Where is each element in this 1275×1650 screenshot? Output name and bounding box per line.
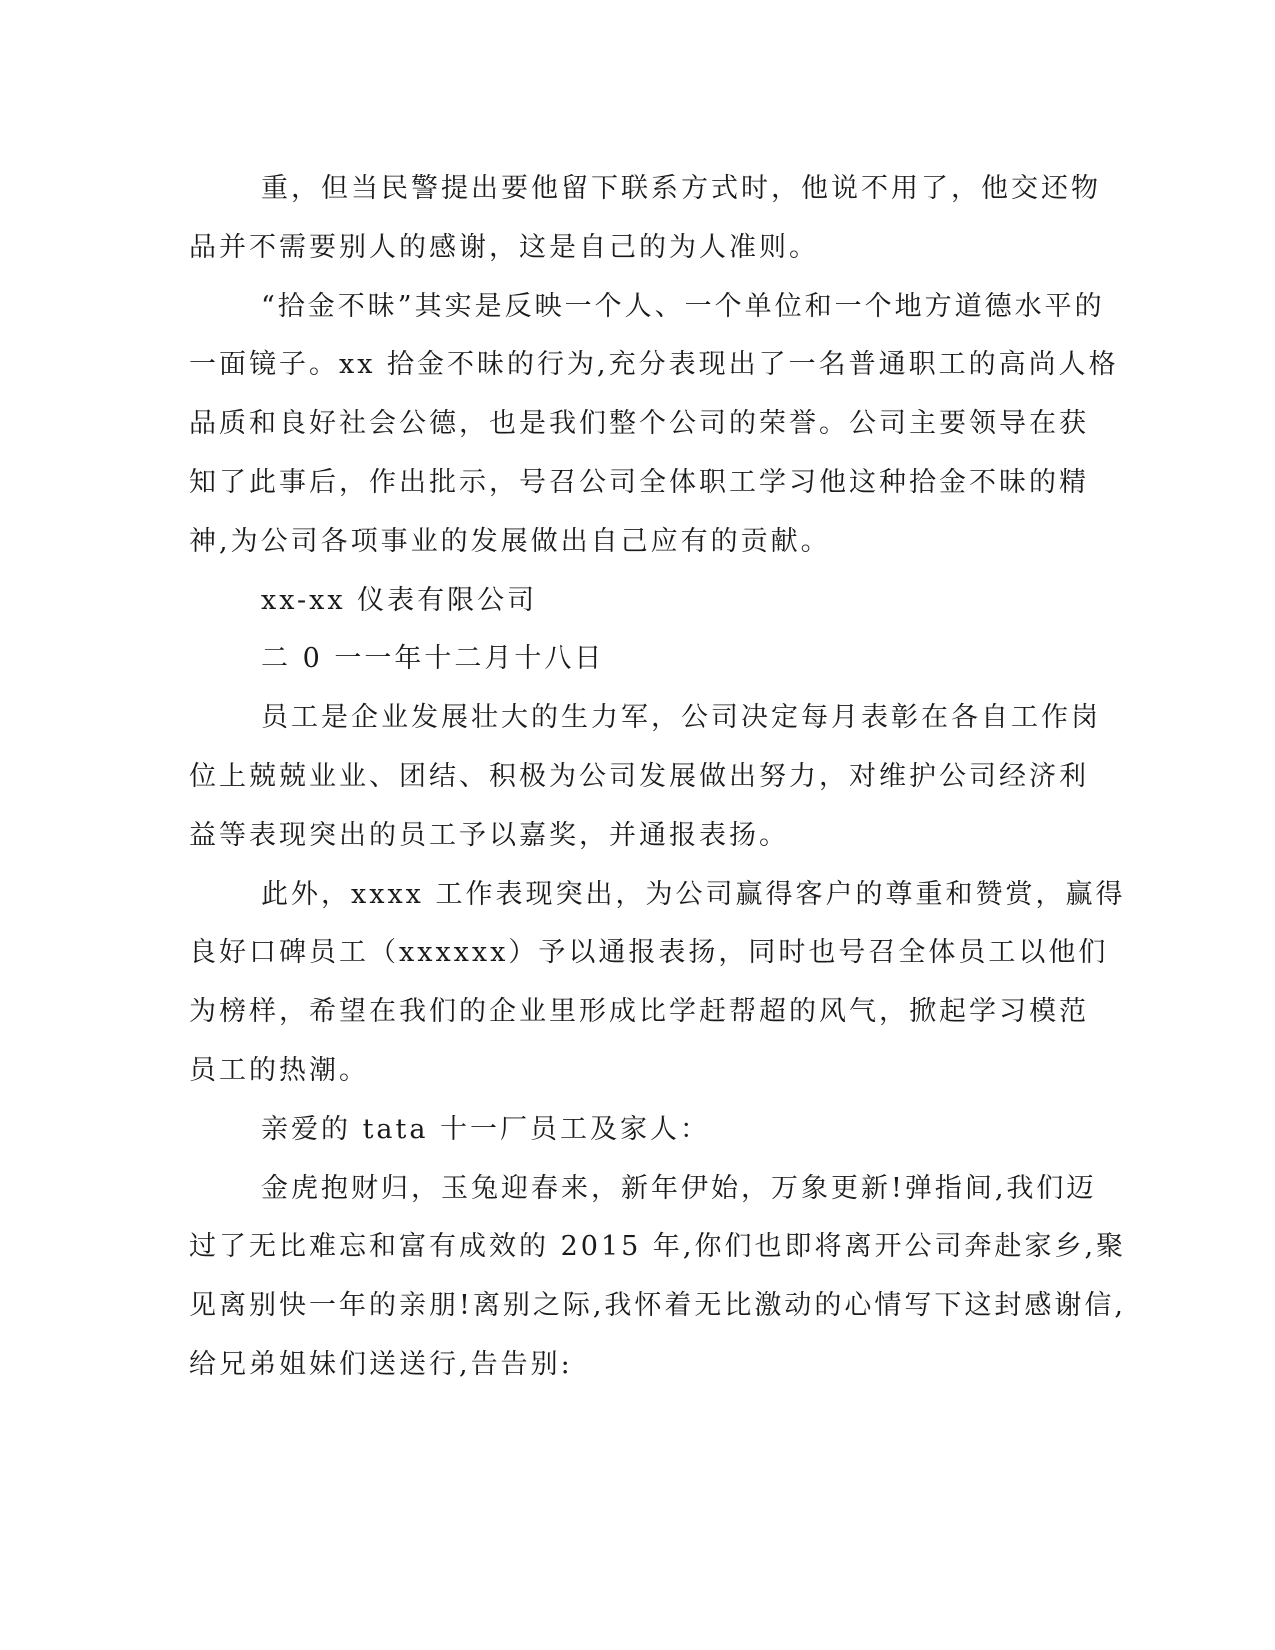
text-line: 良好口碑员工（xxxxxx）予以通报表扬，同时也号召全体员工以他们 [189, 937, 1109, 969]
text-line: 给兄弟姐妹们送送行,告告别: [189, 1348, 573, 1380]
text-line: 一面镜子。xx 拾金不昧的行为,充分表现出了一名普通职工的高尚人格 [189, 349, 1119, 381]
text-line: 重，但当民警提出要他留下联系方式时，他说不用了，他交还物 [261, 173, 1101, 204]
letter-salutation: 亲爱的 tata 十一厂员工及家人： [261, 1113, 711, 1145]
document-date: 二 0 一一年十二月十八日 [261, 643, 605, 675]
text-line: 品质和良好社会公德，也是我们整个公司的荣誉。公司主要领导在获 [189, 408, 1089, 440]
text-line: “拾金不昧”其实是反映一个人、一个单位和一个地方道德水平的 [261, 290, 1105, 322]
text-line: 金虎抱财归，玉兔迎春来，新年伊始，万象更新!弹指间,我们迈 [261, 1172, 1097, 1204]
text-line: 位上兢兢业业、团结、积极为公司发展做出努力，对维护公司经济利 [189, 760, 1089, 792]
text-line: 神,为公司各项事业的发展做出自己应有的贡献。 [189, 525, 831, 557]
text-line: 见离别快一年的亲朋!离别之际,我怀着无比激动的心情写下这封感谢信, [189, 1290, 1127, 1322]
text-line: 为榜样，希望在我们的企业里形成比学赶帮超的风气，掀起学习模范 [189, 996, 1089, 1028]
text-line: 益等表现突出的员工予以嘉奖，并通报表扬。 [189, 819, 789, 851]
document-body [189, 160, 1127, 1395]
text-line: 此外，xxxx 工作表现突出，为公司赢得客户的尊重和赞赏，赢得 [261, 878, 1126, 910]
text-line: 员工是企业发展壮大的生力军，公司决定每月表彰在各自工作岗 [261, 702, 1101, 734]
text-line: 过了无比难忘和富有成效的 2015 年,你们也即将离开公司奔赴家乡,聚 [189, 1231, 1127, 1263]
text-line: 知了此事后，作出批示，号召公司全体职工学习他这种拾金不昧的精 [189, 466, 1089, 498]
text-line: 品并不需要别人的感谢，这是自己的为人准则。 [189, 231, 819, 263]
company-name: xx-xx 仪表有限公司 [261, 584, 538, 616]
text-line: 员工的热潮。 [189, 1054, 369, 1086]
